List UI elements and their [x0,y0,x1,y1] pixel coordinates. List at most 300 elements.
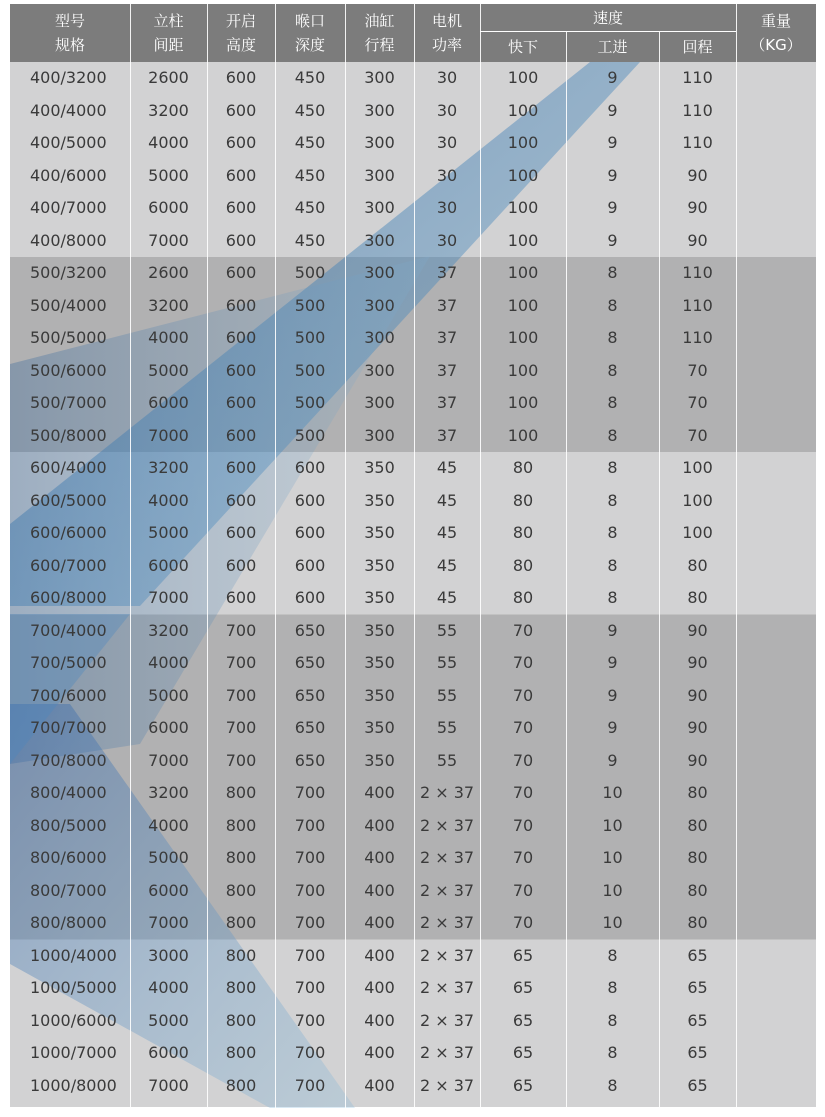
cell-opening-height: 800 [225,978,257,997]
cell-cylinder-stroke: 300 [364,133,395,152]
cell-speed-return: 90 [687,620,708,640]
cell-column-spacing: 7000 [148,913,189,932]
cell-speed-return: 65 [687,945,708,965]
cell-opening-height: 600 [225,100,257,120]
header-cylinder-stroke [345,4,414,62]
cell-opening-height: 600 [225,360,257,380]
cell-weight [736,680,816,713]
header-throat-depth-line: 喉口 [294,12,325,30]
cell-cylinder-stroke: 300 [364,295,395,315]
cell-opening-height: 800 [225,1075,257,1095]
cell-throat-depth: 600 [294,490,326,510]
header-weight [736,4,816,62]
cell-speed-return: 80 [687,783,708,802]
header-cylinder-stroke-line: 油缸 [364,12,395,30]
cell-weight [736,322,816,355]
header-cylinder-stroke-line: 行程 [364,36,395,54]
cell-throat-depth: 700 [294,913,326,932]
cell-opening-height: 600 [225,393,257,412]
cell-speed-working: 10 [602,848,623,867]
cell-weight [736,745,816,778]
cell-speed-working: 10 [602,783,623,802]
cell-weight [736,452,816,485]
cell-cylinder-stroke: 300 [364,100,395,120]
cell-speed-return: 90 [687,685,708,705]
cell-column-spacing: 7000 [148,230,189,250]
cell-speed-return: 90 [687,750,708,770]
cell-motor-power: 2 × 37 [419,1075,475,1095]
cell-column-spacing: 5000 [148,1010,189,1030]
header-motor-power-line: 电机 [431,12,462,30]
cell-speed-working: 9 [607,620,618,640]
cell-model: 600/6000 [30,523,107,542]
cell-opening-height: 600 [225,425,257,445]
header-speed-line: 速度 [592,8,623,27]
cell-speed-fast-down: 100 [507,328,539,347]
cell-speed-working: 8 [607,555,618,575]
cell-speed-return: 80 [687,815,708,835]
cell-motor-power: 30 [436,68,458,87]
cell-model: 400/5000 [30,133,107,152]
cell-opening-height: 800 [225,848,257,867]
cell-weight [736,517,816,550]
header-speed [480,4,736,31]
cell-weight [736,1070,816,1103]
cell-speed-fast-down: 80 [512,458,534,477]
cell-speed-working: 8 [607,523,618,542]
cell-opening-height: 600 [225,523,257,542]
cell-motor-power: 55 [436,685,458,705]
cell-motor-power: 37 [436,263,458,282]
header-speed-working [566,32,659,62]
cell-opening-height: 800 [225,880,257,900]
cell-speed-return: 80 [687,913,708,932]
cell-weight [736,647,816,680]
cell-cylinder-stroke: 300 [364,198,395,217]
cell-weight [736,355,816,388]
cell-weight [736,842,816,875]
cell-cylinder-stroke: 400 [364,945,395,965]
cell-column-spacing: 3200 [148,458,189,477]
cell-column-spacing: 3200 [148,620,189,640]
cell-column-spacing: 4000 [148,653,189,672]
cell-weight [736,95,816,128]
cell-speed-return: 110 [682,100,713,120]
cell-motor-power: 2 × 37 [419,880,475,900]
cell-motor-power: 55 [436,718,458,737]
cell-throat-depth: 600 [294,588,326,607]
cell-throat-depth: 700 [294,783,326,802]
cell-model: 700/4000 [30,620,107,640]
cell-motor-power: 55 [436,750,458,770]
cell-speed-working: 10 [602,880,623,900]
cell-speed-fast-down: 70 [512,913,534,932]
cell-speed-working: 9 [607,718,618,737]
cell-speed-return: 65 [687,1043,708,1062]
cell-cylinder-stroke: 350 [364,490,395,510]
cell-speed-working: 8 [607,1010,618,1030]
cell-model: 600/7000 [30,555,107,575]
cell-throat-depth: 650 [294,620,326,640]
cell-speed-fast-down: 80 [512,490,534,510]
cell-motor-power: 45 [436,490,458,510]
cell-opening-height: 800 [225,815,257,835]
cell-throat-depth: 500 [294,328,326,347]
cell-speed-working: 9 [607,653,618,672]
cell-opening-height: 700 [225,653,257,672]
cell-model: 500/4000 [30,295,107,315]
cell-model: 1000/4000 [30,945,117,965]
cell-cylinder-stroke: 400 [364,783,395,802]
cell-motor-power: 37 [436,295,458,315]
cell-column-spacing: 6000 [148,393,189,412]
cell-weight [736,1005,816,1038]
cell-throat-depth: 500 [294,295,326,315]
cell-column-spacing: 7000 [148,1075,189,1095]
cell-model: 1000/6000 [30,1010,117,1030]
cell-motor-power: 45 [436,458,458,477]
cell-motor-power: 37 [436,425,458,445]
cell-column-spacing: 7000 [148,425,189,445]
cell-speed-return: 90 [687,653,708,672]
cell-cylinder-stroke: 350 [364,653,395,672]
cell-weight [736,810,816,843]
header-speed-working-line: 工进 [597,38,628,56]
cell-speed-return: 100 [682,523,713,542]
cell-opening-height: 600 [225,198,257,217]
cell-speed-return: 80 [687,848,708,867]
cell-speed-working: 8 [607,295,618,315]
cell-motor-power: 55 [436,653,458,672]
cell-speed-fast-down: 80 [512,523,534,542]
cell-motor-power: 45 [436,588,458,607]
header-speed-fast-down [480,32,566,62]
cell-model: 600/8000 [30,588,107,607]
cell-model: 500/6000 [30,360,107,380]
header-speed-return [659,32,736,62]
cell-speed-working: 8 [607,1043,618,1062]
cell-speed-return: 110 [682,133,713,152]
cell-model: 700/8000 [30,750,107,770]
cell-model: 1000/5000 [30,978,117,997]
cell-speed-fast-down: 70 [512,848,534,867]
cell-weight [736,582,816,615]
cell-speed-fast-down: 100 [507,100,539,120]
cell-model: 500/3200 [30,263,107,282]
cell-throat-depth: 450 [294,100,326,120]
cell-throat-depth: 600 [294,555,326,575]
cell-cylinder-stroke: 300 [364,360,395,380]
cell-speed-return: 70 [687,425,708,445]
cell-opening-height: 600 [225,165,257,185]
cell-throat-depth: 700 [294,1010,326,1030]
cell-throat-depth: 500 [294,263,326,282]
cell-throat-depth: 450 [294,165,326,185]
cell-throat-depth: 600 [294,523,326,542]
cell-speed-working: 9 [607,198,618,217]
cell-opening-height: 600 [225,133,257,152]
cell-motor-power: 37 [436,328,458,347]
cell-column-spacing: 4000 [148,490,189,510]
cell-speed-fast-down: 80 [512,555,534,575]
cell-speed-fast-down: 100 [507,263,539,282]
cell-cylinder-stroke: 300 [364,68,395,87]
cell-speed-fast-down: 100 [507,133,539,152]
cell-column-spacing: 7000 [148,588,189,607]
cell-model: 700/6000 [30,685,107,705]
cell-model: 400/3200 [30,68,107,87]
cell-opening-height: 800 [225,945,257,965]
cell-throat-depth: 450 [294,133,326,152]
cell-model: 500/7000 [30,393,107,412]
cell-weight [736,777,816,810]
cell-weight [736,875,816,908]
cell-column-spacing: 4000 [148,978,189,997]
cell-cylinder-stroke: 350 [364,620,395,640]
cell-throat-depth: 700 [294,848,326,867]
cell-speed-working: 8 [607,1075,618,1095]
cell-column-spacing: 4000 [148,133,189,152]
cell-speed-working: 9 [607,133,618,152]
cell-speed-fast-down: 65 [512,1010,534,1030]
header-model-line: 型号 [54,12,85,30]
cell-column-spacing: 6000 [148,718,189,737]
cell-column-spacing: 2600 [148,263,189,282]
cell-motor-power: 2 × 37 [419,945,475,965]
cell-model: 700/5000 [30,653,107,672]
cell-speed-return: 65 [687,1010,708,1030]
cell-weight [736,1037,816,1070]
cell-weight [736,940,816,973]
cell-cylinder-stroke: 400 [364,848,395,867]
cell-opening-height: 600 [225,490,257,510]
cell-column-spacing: 5000 [148,685,189,705]
cell-throat-depth: 500 [294,360,326,380]
cell-speed-fast-down: 70 [512,783,534,802]
cell-speed-return: 110 [682,328,713,347]
cell-speed-fast-down: 100 [507,165,539,185]
cell-cylinder-stroke: 350 [364,555,395,575]
cell-motor-power: 30 [436,100,458,120]
cell-speed-return: 110 [682,295,713,315]
cell-speed-return: 70 [687,393,708,412]
cell-throat-depth: 450 [294,230,326,250]
header-column-spacing-line: 间距 [153,36,184,54]
cell-cylinder-stroke: 400 [364,1075,395,1095]
cell-weight [736,257,816,290]
cell-cylinder-stroke: 350 [364,750,395,770]
cell-column-spacing: 2600 [148,68,189,87]
cell-model: 800/7000 [30,880,107,900]
cell-speed-working: 9 [607,68,618,87]
cell-speed-fast-down: 100 [507,295,539,315]
cell-speed-fast-down: 70 [512,750,534,770]
cell-cylinder-stroke: 400 [364,913,395,932]
cell-speed-working: 9 [607,165,618,185]
cell-opening-height: 600 [225,328,257,347]
header-opening-height-line: 开启 [225,12,256,30]
cell-column-spacing: 7000 [148,750,189,770]
cell-model: 700/7000 [30,718,107,737]
cell-model: 1000/7000 [30,1043,117,1062]
speed-subheader-divider [480,31,736,32]
cell-column-spacing: 3200 [148,100,189,120]
cell-motor-power: 30 [436,133,458,152]
cell-weight [736,127,816,160]
cell-cylinder-stroke: 300 [364,230,395,250]
cell-opening-height: 800 [225,1043,257,1062]
cell-speed-fast-down: 70 [512,880,534,900]
header-weight-line: 重量 [760,12,791,30]
cell-speed-fast-down: 100 [507,393,539,412]
cell-speed-working: 9 [607,230,618,250]
cell-model: 800/4000 [30,783,107,802]
cell-cylinder-stroke: 350 [364,523,395,542]
cell-speed-working: 8 [607,328,618,347]
header-motor-power [414,4,480,62]
cell-model: 400/7000 [30,198,107,217]
cell-throat-depth: 450 [294,68,326,87]
cell-cylinder-stroke: 350 [364,588,395,607]
cell-throat-depth: 650 [294,653,326,672]
header-column-spacing [130,4,207,62]
cell-speed-fast-down: 65 [512,1043,534,1062]
cell-throat-depth: 450 [294,198,326,217]
cell-column-spacing: 6000 [148,1043,189,1062]
header-motor-power-line: 功率 [431,36,462,54]
cell-speed-fast-down: 65 [512,978,534,997]
cell-motor-power: 2 × 37 [419,783,475,802]
cell-column-spacing: 3000 [148,945,189,965]
cell-model: 400/6000 [30,165,107,185]
cell-column-spacing: 5000 [148,360,189,380]
header-speed-fast-down-line: 快下 [507,38,538,56]
cell-weight [736,192,816,225]
cell-throat-depth: 700 [294,978,326,997]
cell-cylinder-stroke: 400 [364,815,395,835]
cell-column-spacing: 4000 [148,815,189,835]
cell-speed-return: 90 [687,198,708,217]
cell-motor-power: 30 [436,165,458,185]
cell-throat-depth: 700 [294,1043,326,1062]
cell-cylinder-stroke: 400 [364,978,395,997]
cell-motor-power: 37 [436,393,458,412]
cell-weight [736,420,816,453]
cell-speed-working: 10 [602,815,623,835]
cell-opening-height: 700 [225,718,257,737]
cell-model: 400/8000 [30,230,107,250]
cell-motor-power: 2 × 37 [419,1043,475,1062]
cell-cylinder-stroke: 350 [364,718,395,737]
cell-weight [736,290,816,323]
header-model [10,4,130,62]
cell-speed-working: 8 [607,263,618,282]
cell-column-spacing: 3200 [148,295,189,315]
cell-opening-height: 700 [225,685,257,705]
cell-weight [736,615,816,648]
cell-speed-fast-down: 70 [512,718,534,737]
cell-throat-depth: 500 [294,393,326,412]
cell-opening-height: 600 [225,458,257,477]
cell-cylinder-stroke: 300 [364,328,395,347]
cell-model: 400/4000 [30,100,107,120]
cell-column-spacing: 6000 [148,880,189,900]
cell-column-spacing: 5000 [148,165,189,185]
cell-throat-depth: 700 [294,880,326,900]
cell-speed-working: 8 [607,588,618,607]
cell-model: 600/5000 [30,490,107,510]
cell-throat-depth: 700 [294,1075,326,1095]
cell-speed-return: 110 [682,68,713,87]
cell-column-spacing: 3200 [148,783,189,802]
cell-speed-working: 9 [607,750,618,770]
cell-speed-working: 8 [607,425,618,445]
cell-speed-return: 90 [687,165,708,185]
cell-speed-return: 110 [682,263,713,282]
cell-speed-working: 9 [607,685,618,705]
cell-cylinder-stroke: 400 [364,1043,395,1062]
cell-speed-fast-down: 70 [512,815,534,835]
cell-opening-height: 600 [225,230,257,250]
cell-speed-working: 8 [607,978,618,997]
cell-motor-power: 30 [436,198,458,217]
header-column-spacing-line: 立柱 [153,12,184,30]
cell-weight [736,712,816,745]
cell-opening-height: 600 [225,295,257,315]
cell-speed-working: 8 [607,393,618,412]
cell-throat-depth: 700 [294,945,326,965]
spec-table [10,4,816,1108]
cell-cylinder-stroke: 350 [364,458,395,477]
cell-speed-working: 10 [602,913,623,932]
cell-speed-return: 65 [687,1075,708,1095]
header-throat-depth-line: 深度 [294,36,325,54]
cell-opening-height: 800 [225,1010,257,1030]
cell-weight [736,160,816,193]
cell-throat-depth: 650 [294,750,326,770]
cell-opening-height: 800 [225,783,257,802]
cell-speed-fast-down: 100 [507,230,539,250]
cell-motor-power: 2 × 37 [419,978,475,997]
header-model-line: 规格 [54,36,85,54]
header-speed-return-line: 回程 [682,38,713,56]
cell-motor-power: 45 [436,523,458,542]
header-opening-height-line: 高度 [225,36,256,54]
cell-column-spacing: 6000 [148,555,189,575]
cell-opening-height: 600 [225,68,257,87]
cell-opening-height: 600 [225,555,257,575]
cell-throat-depth: 650 [294,718,326,737]
cell-opening-height: 800 [225,913,257,932]
cell-speed-return: 65 [687,978,708,997]
cell-column-spacing: 5000 [148,523,189,542]
cell-cylinder-stroke: 300 [364,165,395,185]
cell-speed-return: 100 [682,458,713,477]
cell-weight [736,225,816,258]
cell-motor-power: 2 × 37 [419,1010,475,1030]
cell-throat-depth: 650 [294,685,326,705]
cell-cylinder-stroke: 400 [364,880,395,900]
cell-speed-return: 80 [687,588,708,607]
cell-model: 500/8000 [30,425,107,445]
cell-cylinder-stroke: 350 [364,685,395,705]
cell-opening-height: 600 [225,263,257,282]
cell-model: 500/5000 [30,328,107,347]
cell-motor-power: 55 [436,620,458,640]
cell-speed-fast-down: 100 [507,360,539,380]
cell-column-spacing: 4000 [148,328,189,347]
cell-cylinder-stroke: 300 [364,263,395,282]
